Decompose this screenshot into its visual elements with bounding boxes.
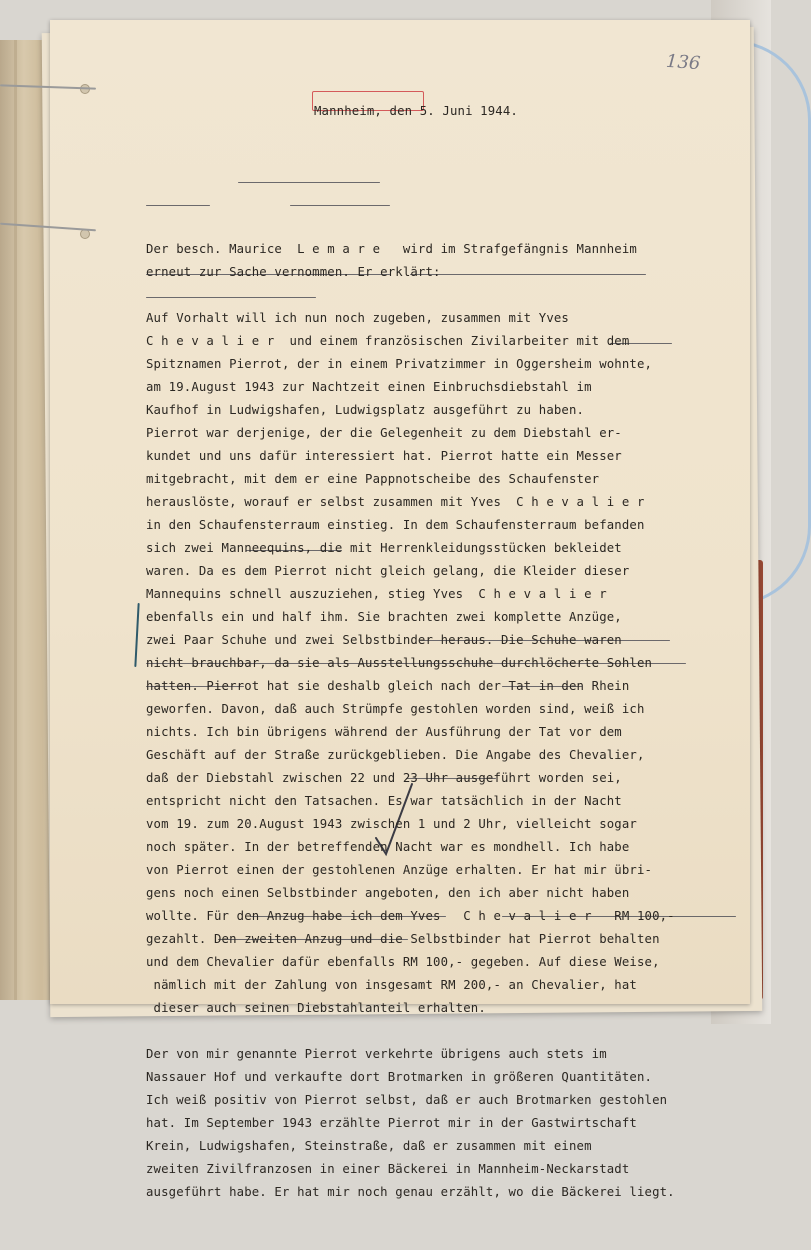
text-line: in den Schaufensterraum einstieg. In dem Schaufensterraum befanden [146,518,645,532]
text-line: geworfen. Davon, daß auch Strümpfe gestohlen worden sind, weiß ich [146,702,645,716]
text-line: Auf Vorhalt will ich nun noch zugeben, zusammen mit Yves [146,311,569,325]
text-line: Nassauer Hof und verkaufte dort Brotmarken in größeren Quantitäten. [146,1070,653,1084]
text-line: Geschäft auf der Straße zurückgeblieben. Die Angabe des Chevalier, [146,748,645,762]
text-line: und dem Chevalier dafür ebenfalls RM 100,- gegeben. Auf diese Weise, [146,955,660,969]
text-line: mitgebracht, mit dem er eine Pappnotscheibe des Schaufenster [146,472,600,486]
text-line: nämlich mit der Zahlung von insgesamt RM 200,- an Chevalier, hat [146,978,637,992]
folio-number: 136 [664,50,701,75]
text-line: kundet und uns dafür interessiert hat. Pierrot hatte ein Messer [146,449,622,463]
text-line: gens noch einen Selbstbinder angeboten, den ich aber nicht haben [146,886,630,900]
text-line: ebenfalls ein und half ihm. Sie brachten zwei komplette Anzüge, [146,610,622,624]
text-line: Der besch. Maurice L e m a r e wird im Strafgefängnis Mannheim [146,242,637,256]
margin-pen-mark [134,603,139,667]
text-line: wollte. Für den Anzug habe ich dem Yves C h e v a l i e r RM 100,- [146,909,675,923]
text-line: nicht brauchbar, da sie als Ausstellungsschuhe durchlöcherte Sohlen [146,656,653,670]
text-line: Pierrot war derjenige, der die Gelegenheit zu dem Diebstahl er- [146,426,622,440]
text-line: Mannequins schnell auszuziehen, stieg Yves C h e v a l i e r [146,587,607,601]
text-line: waren. Da es dem Pierrot nicht gleich gelang, die Kleider dieser [146,564,630,578]
text-line: hatten. Pierrot hat sie deshalb gleich nach der Tat in den Rhein [146,679,630,693]
text-line: Kaufhof in Ludwigshafen, Ludwigsplatz ausgeführt zu haben. [146,403,585,417]
text-line: von Pierrot einen der gestohlenen Anzüge erhalten. Er hat mir übri- [146,863,653,877]
text-line: daß der Diebstahl zwischen 22 und 23 Uhr ausgeführt worden sei, [146,771,622,785]
text-line: entspricht nicht den Tatsachen. Es war tatsächlich in der Nacht [146,794,622,808]
typewritten-page [50,20,750,1199]
document-header: Mannheim, den 5. Juni 1944. [314,104,518,118]
document-body [146,54,746,1250]
text-line: erneut zur Sache vernommen. Er erklärt: [146,265,441,279]
text-line: Ich weiß positiv von Pierrot selbst, daß er auch Brotmarken gestohlen [146,1093,668,1107]
text-line: Der von mir genannte Pierrot verkehrte übrigens auch stets im [146,1047,607,1061]
document-paragraphs [146,238,746,1204]
text-line: hat. Im September 1943 erzählte Pierrot mir in der Gastwirtschaft [146,1116,637,1130]
text-line: sich zwei Manneequins, die mit Herrenkleidungsstücken bekleidet [146,541,622,555]
text-line: gezahlt. Den zweiten Anzug und die Selbstbinder hat Pierrot behalten [146,932,660,946]
text-line: nichts. Ich bin übrigens während der Ausführung der Tat vor dem [146,725,622,739]
text-line: herauslöste, worauf er selbst zusammen mit Yves C h e v a l i e r [146,495,645,509]
text-line: C h e v a l i e r und einem französischen Zivilarbeiter mit dem [146,334,630,348]
text-line: dieser auch seinen Diebstahlanteil erhalten. [146,1001,486,1015]
text-line: vom 19. zum 20.August 1943 zwischen 1 und 2 Uhr, vielleicht sogar [146,817,637,831]
text-line: zwei Paar Schuhe und zwei Selbstbinder heraus. Die Schuhe waren [146,633,622,647]
text-line: am 19.August 1943 zur Nachtzeit einen Einbruchsdiebstahl im [146,380,592,394]
text-line: zweiten Zivilfranzosen in einer Bäckerei in Mannheim-Neckarstadt [146,1162,630,1176]
text-line: ausgeführt habe. Er hat mir noch genau erzählt, wo die Bäckerei liegt. [146,1185,675,1199]
text-line: Krein, Ludwigshafen, Steinstraße, daß er zusammen mit einem [146,1139,592,1153]
text-line: noch später. In der betreffenden Nacht war es mondhell. Ich habe [146,840,630,854]
text-line: Spitznamen Pierrot, der in einem Privatzimmer in Oggersheim wohnte, [146,357,653,371]
